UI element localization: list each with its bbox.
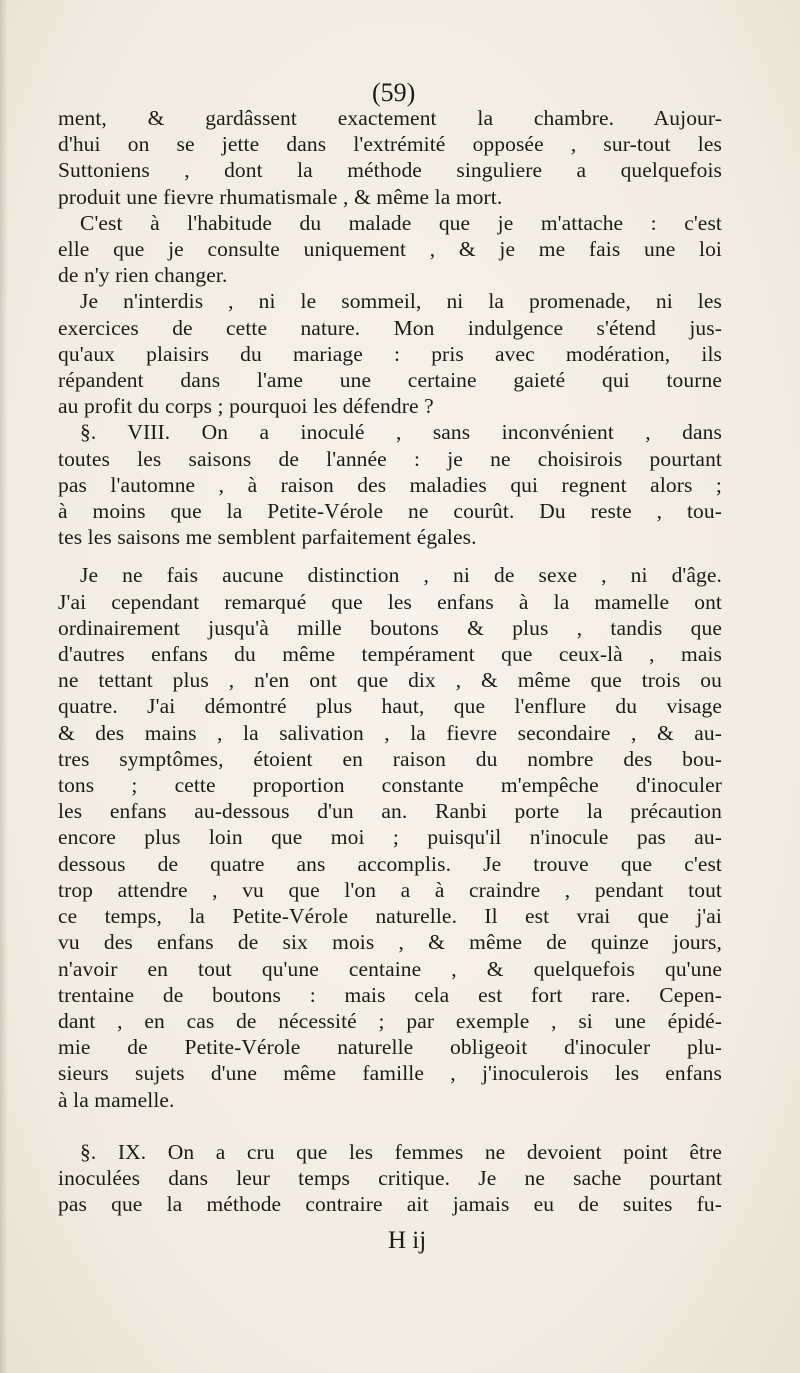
text-line: qu'aux plaisirs du mariage : pris avec modération, ils — [58, 341, 722, 366]
paragraph — [58, 288, 722, 419]
text-line: trentaine de boutons : mais cela est fort rare. Cepen- — [58, 982, 722, 1007]
text-line: Je ne fais aucune distinction , ni de sexe , ni d'âge. — [80, 563, 722, 588]
paragraph — [58, 419, 722, 550]
text-line: les enfans au-dessous d'un an. Ranbi porte la précaution — [58, 799, 722, 824]
paragraph — [58, 1139, 722, 1218]
text-line: elle que je consulte uniquement , & je me fais une loi — [58, 237, 722, 262]
text-line: à moins que la Petite-Vérole ne courût. Du reste , tou- — [58, 499, 722, 524]
paragraph-gap — [58, 550, 722, 562]
text-line: dessous de quatre ans accomplis. Je trouve que c'est — [58, 851, 722, 876]
text-line: encore plus loin que moi ; puisqu'il n'inocule pas au- — [58, 825, 722, 850]
text-line: trop attendre , vu que l'on a à craindre , pendant tout — [58, 877, 722, 902]
text-line: à la mamelle. — [58, 1087, 175, 1112]
paragraph — [58, 105, 722, 210]
text-line: ment, & gardâssent exactement la chambre. Aujour- — [58, 106, 722, 130]
text-line: n'avoir en tout qu'une centaine , & quelquefois qu'une — [58, 956, 722, 981]
text-line: tres symptômes, étoient en raison du nombre des bou- — [58, 746, 722, 771]
body-text — [58, 105, 722, 1217]
text-line: de n'y rien changer. — [58, 263, 228, 288]
text-line: tons ; cette proportion constante m'empêche d'inoculer — [58, 773, 722, 798]
page-number: (59) — [372, 78, 416, 107]
text-line: inoculées dans leur temps critique. Je ne sache pourtant — [58, 1165, 722, 1190]
text-line: quatre. J'ai démontré plus haut, que l'enflure du visage — [58, 694, 722, 719]
text-line: vu des enfans de six mois , & même de quinze jours, — [58, 930, 722, 955]
text-line: pas l'automne , à raison des maladies qui regnent alors ; — [58, 472, 722, 497]
text-line: dant , en cas de nécessité ; par exemple , si une épidé- — [58, 1008, 722, 1033]
text-line: d'autres enfans du même tempérament que ceux-là , mais — [58, 642, 722, 667]
signature-mark: H ij — [388, 1227, 427, 1254]
text-line: toutes les saisons de l'année : je ne choisirois pourtant — [58, 446, 722, 471]
text-line: d'hui on se jette dans l'extrémité opposée , sur-tout les — [58, 132, 722, 157]
text-line: C'est à l'habitude du malade que je m'attache : c'est — [80, 210, 722, 235]
paragraph-gap — [58, 1113, 722, 1139]
paragraph — [58, 562, 722, 1112]
text-line: J'ai cependant remarqué que les enfans à la mamelle ont — [58, 589, 722, 614]
text-line: sieurs sujets d'une même famille , j'inoculerois les enfans — [58, 1061, 722, 1086]
paragraph — [58, 210, 722, 289]
text-line: pas que la méthode contraire ait jamais eu de suites fu- — [58, 1192, 722, 1217]
text-line: §. IX. On a cru que les femmes ne devoient point être — [80, 1139, 722, 1164]
text-line: ce temps, la Petite-Vérole naturelle. Il est vrai que j'ai — [58, 904, 722, 929]
text-line: répandent dans l'ame une certaine gaieté qui tourne — [58, 368, 722, 393]
text-line: au profit du corps ; pourquoi les défendre ? — [58, 394, 434, 419]
text-line: produit une fievre rhumatismale , & même la mort. — [58, 184, 503, 209]
text-line: ne tettant plus , n'en ont que dix , & même que trois ou — [58, 668, 722, 693]
text-line: exercices de cette nature. Mon indulgence s'étend jus- — [58, 315, 722, 340]
text-line: ordinairement jusqu'à mille boutons & plus , tandis que — [58, 615, 722, 640]
text-line: tes les saisons me semblent parfaitement égales. — [58, 525, 477, 550]
text-line: & des mains , la salivation , la fievre secondaire , & au- — [58, 720, 722, 745]
text-line: mie de Petite-Vérole naturelle obligeoit d'inoculer plu- — [58, 1035, 722, 1060]
text-line: §. VIII. On a inoculé , sans inconvénient , dans — [80, 420, 722, 445]
page-edge-shadow — [0, 0, 8, 1373]
text-line: Suttoniens , dont la méthode singuliere a quelquefois — [58, 158, 722, 183]
text-line: Je n'interdis , ni le sommeil, ni la promenade, ni les — [80, 289, 722, 314]
